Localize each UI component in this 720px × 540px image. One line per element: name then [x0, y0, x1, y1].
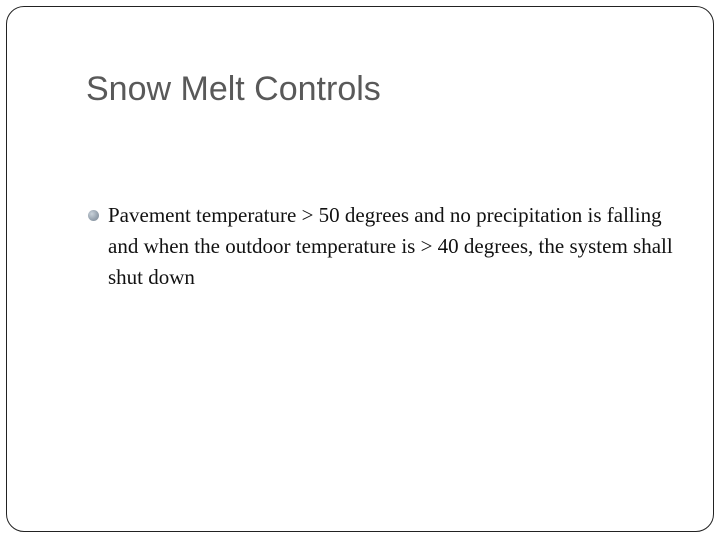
- bullet-list: [85, 200, 685, 293]
- slide-frame: [6, 6, 714, 532]
- bullet-item: [85, 200, 685, 293]
- slide-title: Snow Melt Controls: [86, 70, 381, 108]
- round-bullet-icon: [88, 210, 99, 221]
- bullet-text: Pavement temperature > 50 degrees and no precipitation is falling and when the outdoor temperature is > 40 degrees, the system shall shut down: [108, 203, 673, 289]
